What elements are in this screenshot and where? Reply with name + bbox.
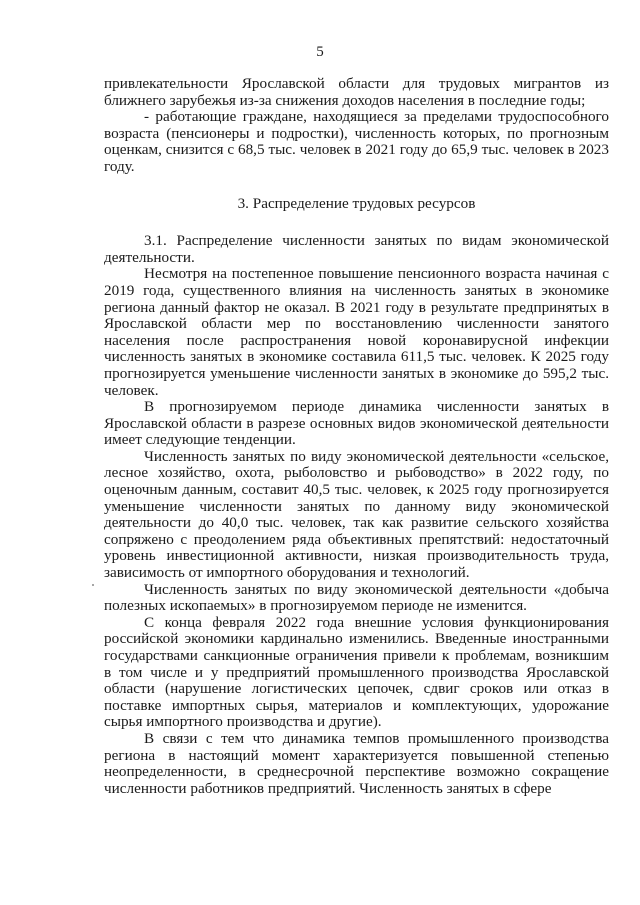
paragraph: С конца февраля 2022 года внешние условия функционирования российской экономики кардинально изменились. Введенные иностранными государствами санкционные ограничения привели к проблемам, возникшим в том числе и у предприятий промышленного производства Ярославской области (нарушение логистических цепочек, сдвиг сроков или отказ в поставке импортных сырья, материалов и комплектующих, удорожание сырья импортного производства и другие). bbox=[104, 613, 609, 731]
paragraph: Несмотря на постепенное повышение пенсионного возраста начиная с 2019 года, существенного влияния на численность занятых в экономике региона данный фактор не оказал. В 2021 году в результате предпринятых в Ярославской области мер по восстановлению численности занятого населения после распространения новой коронавирусной инфекции численность занятых в экономике составила 611,5 тыс. человек. К 2025 году прогнозируется уменьшение численности занятых в экономике до 595,2 тыс. человек. bbox=[104, 265, 609, 399]
section-heading: 3. Распределение трудовых ресурсов bbox=[237, 194, 476, 212]
document-body bbox=[104, 76, 609, 797]
paragraph: Численность занятых по виду экономической деятельности «добыча полезных ископаемых» в прогнозируемом периоде не изменится. bbox=[104, 580, 609, 615]
scan-speck bbox=[92, 584, 94, 586]
paragraph: привлекательности Ярославской области для трудовых мигрантов из ближнего зарубежья из-за снижения доходов населения в последние годы; bbox=[104, 75, 609, 109]
paragraph: - работающие граждане, находящиеся за пределами трудоспособного возраста (пенсионеры и подростки), численность которых, по прогнозным оценкам, снизится с 68,5 тыс. человек в 2021 году до 65,9 тыс. человек в 2023 году. bbox=[104, 108, 609, 175]
paragraph: Численность занятых по виду экономической деятельности «сельское, лесное хозяйство, охота, рыболовство и рыбоводство» в 2022 году, по оценочным данным, составит 40,5 тыс. человек, к 2025 году прогнозируется уменьшение численности занятых по данному виду экономической деятельности до 40,0 тыс. человек, так как развитие сельского хозяйства сопряжено с преодолением ряда объективных препятствий: недостаточный уровень инвестиционной активности, низкая производительность труда, зависимость от импортного оборудования и технологий. bbox=[104, 447, 609, 582]
subsection-heading: 3.1. Распределение численности занятых по видам экономической деятельности. bbox=[104, 232, 609, 266]
paragraph: В связи с тем что динамика темпов промышленного производства региона в настоящий момент характеризуется повышенной степенью неопределенности, в среднесрочной перспективе возможно сокращение численности работников предприятий. Численность занятых в сфере bbox=[104, 729, 609, 797]
page-number: 5 bbox=[316, 44, 324, 60]
paragraph: В прогнозируемом периоде динамика численности занятых в Ярославской области в разрезе основных видов экономической деятельности имеет следующие тенденции. bbox=[104, 398, 609, 449]
